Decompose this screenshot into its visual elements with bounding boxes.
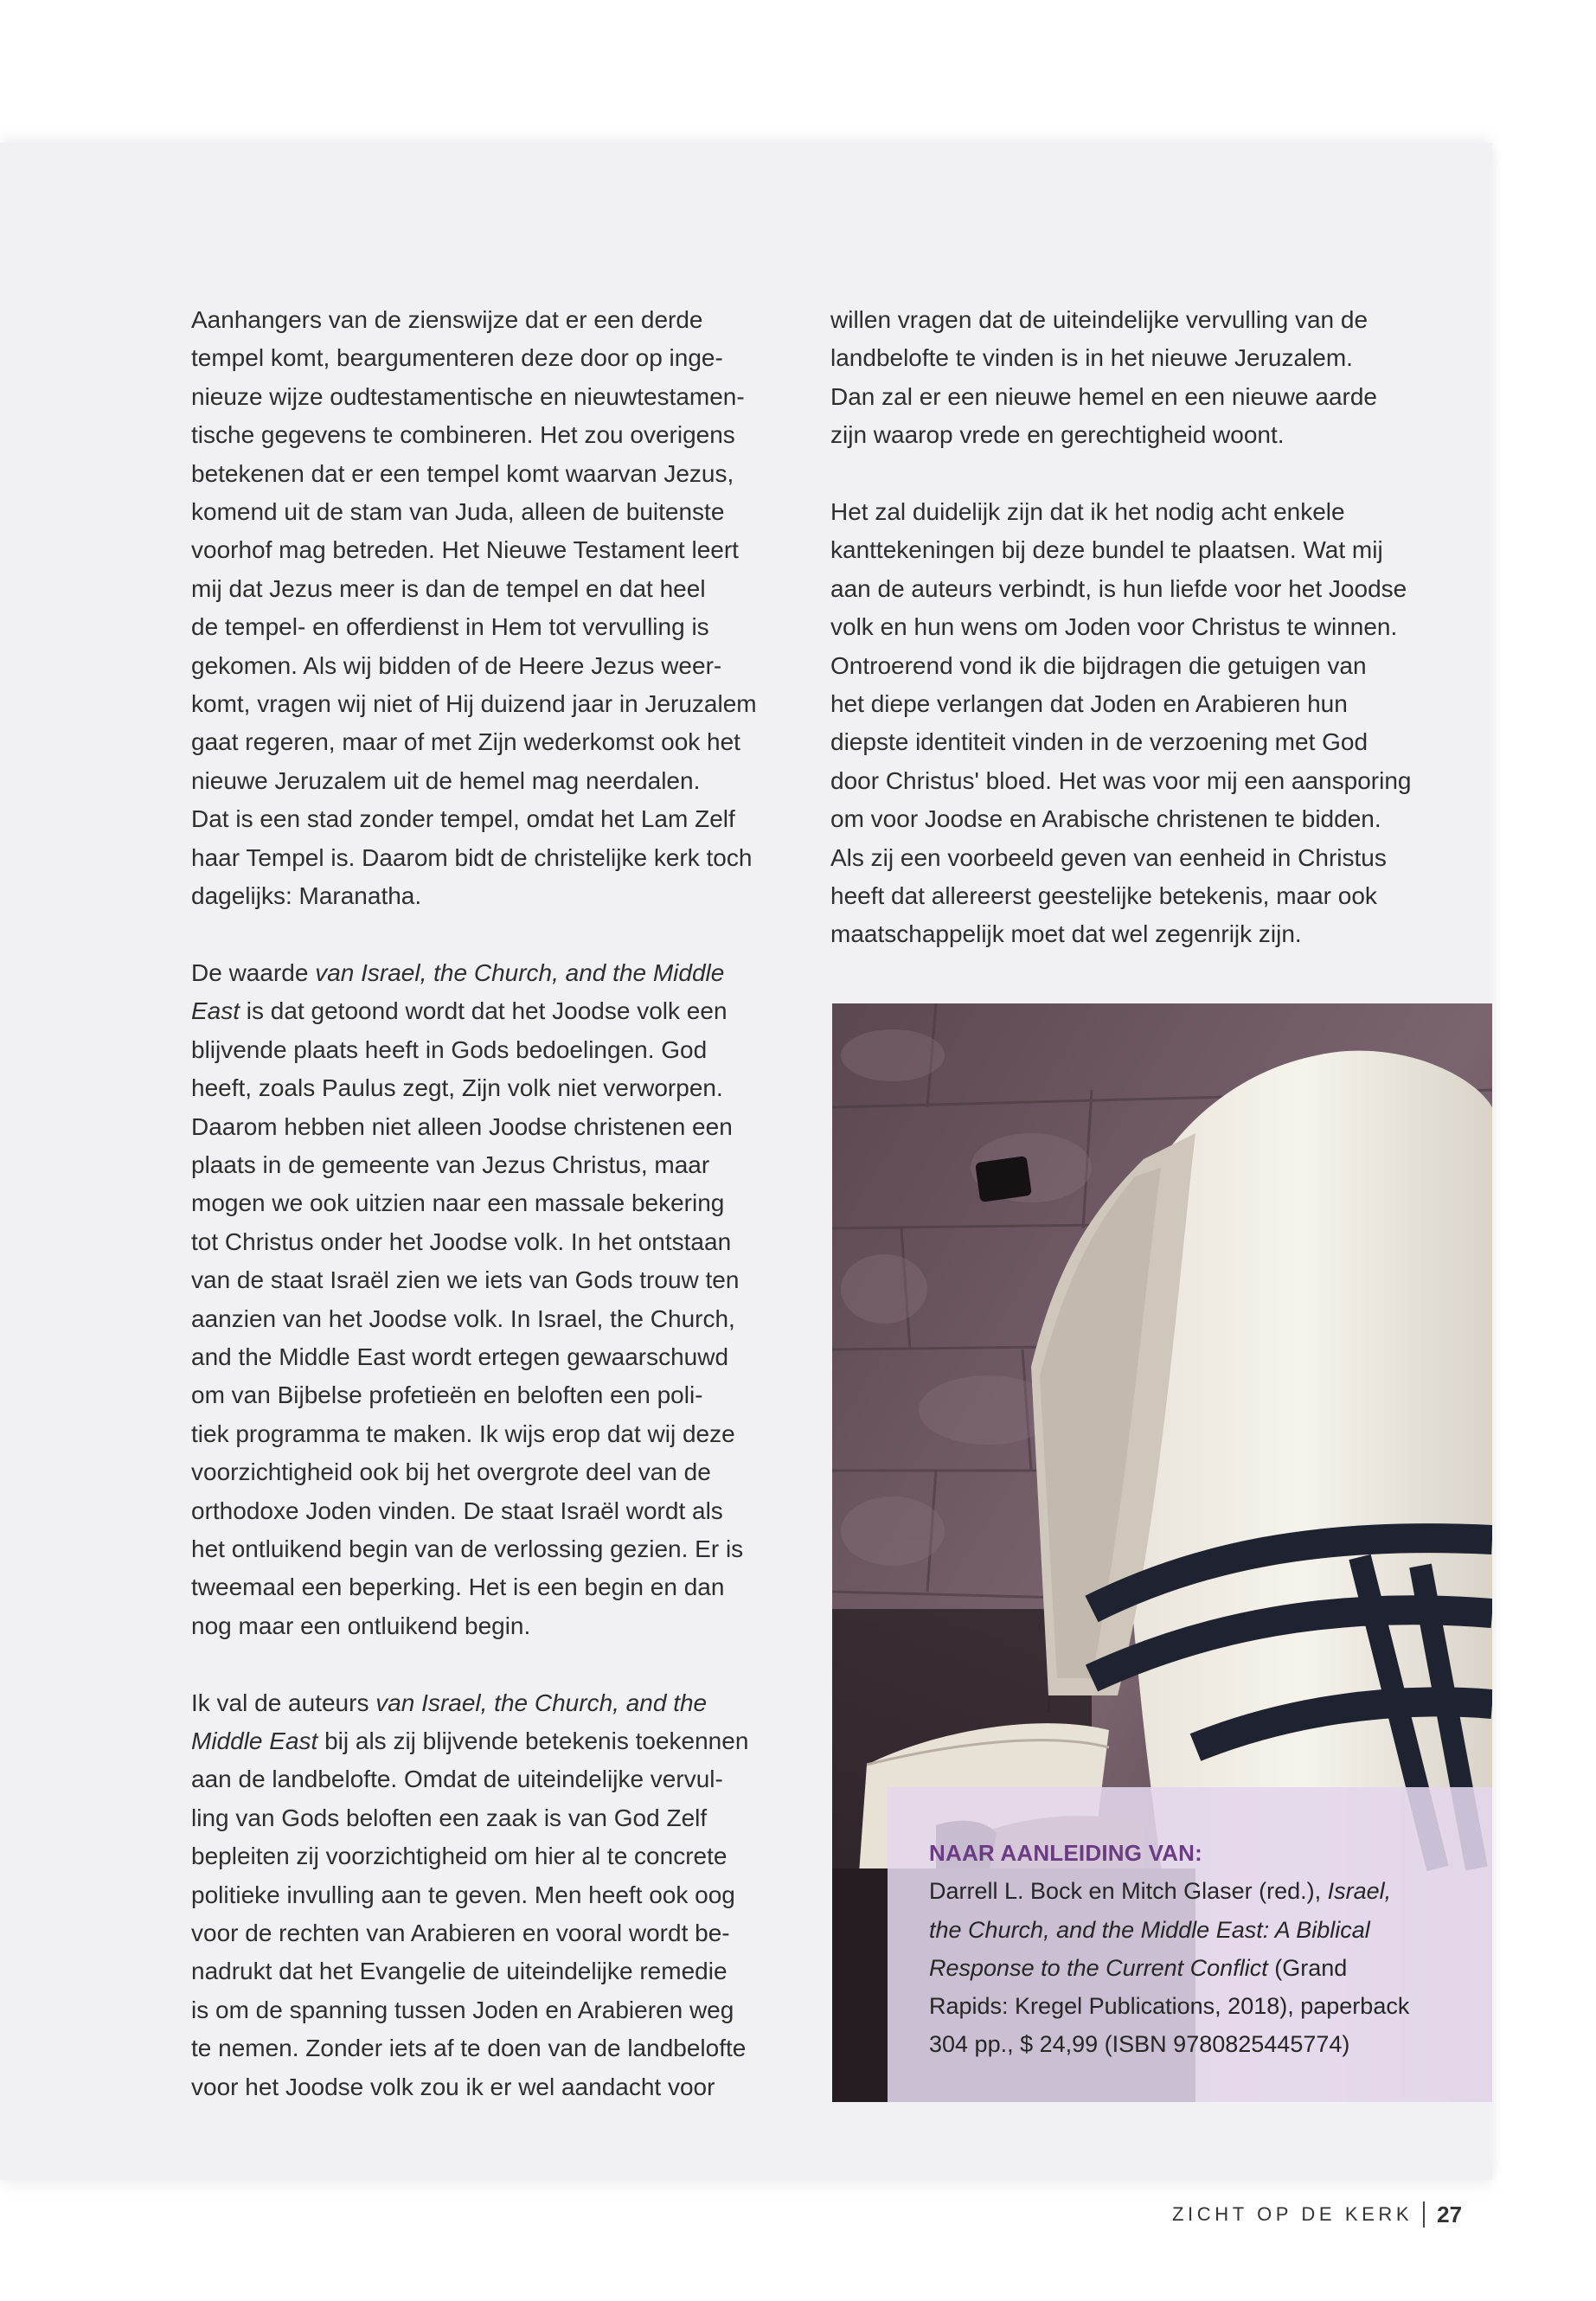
magazine-name: ZICHT OP DE KERK: [1172, 2203, 1413, 2225]
footer-divider: [1423, 2202, 1425, 2227]
left-paragraph-3: [191, 1684, 788, 2106]
left-paragraph-1: Aanhangers van de zienswijze dat er een derde tempel komt, beargumenteren deze door op inge- nieuze wijze oudtestamentische en nieuwtestamen- tische gegevens te combineren. Het zou overigens betekenen dat er een tempel komt waarvan Jezus, komend uit de stam van Juda, alleen de buitenste voorhof mag betreden. Het Nieuwe Testament leert mij dat Jezus meer is dan de tempel en dat heel de tempel- en offerdienst in Hem tot vervulling is gekomen. Als wij bidden of de Heere Jezus weer- komt, vragen wij niet of Hij duizend jaar in Jeruzalem gaat regeren, maar of met Zijn wederkomst ook het nieuwe Jeruzalem uit de hemel mag neerdalen. Dat is een stad zonder tempel, omdat het Lam Zelf haar Tempel is. Daarom bidt de christelijke kerk toch dagelijks: Maranatha.: [191, 306, 757, 910]
left-p3-start: Ik val de auteurs: [191, 1689, 376, 1716]
left-column: [191, 301, 788, 2106]
left-p2-start: De waarde: [191, 958, 316, 986]
book-info-heading: NAAR AANLEIDING VAN:: [929, 1840, 1202, 1866]
book-info-text: [929, 1834, 1465, 2064]
right-paragraph-1: willen vragen dat de uiteindelijke vervulling van de landbelofte te vinden is in het nieuwe Jeruzalem. Dan zal er een nieuwe hemel en een nieuwe aarde zijn waarop vrede en gerechtigheid woont.: [830, 306, 1377, 449]
left-p2-rest: is dat getoond wordt dat het Joodse volk een blijvende plaats heeft in Gods bedoelingen. God heeft, zoals Paulus zegt, Zijn volk niet verworpen. Daarom hebben niet alleen Joodse christenen een plaats in de gemeente van Jezus Christus, maar mogen we ook uitzien naar een massale bekering tot Christus onder het Joodse volk. In het ontstaan van de staat Israël zien we iets van Gods trouw ten aanzien van het Joodse volk. In Israel, the Church, and the Middle East wordt ertegen gewaarschuwd om van Bijbelse profetieën en beloften een poli- tiek programma te maken. Ik wijs erop dat wij deze voorzichtigheid ook bij het overgrote deel van de orthodoxe Joden vinden. De staat Israël wordt als het ontluikend begin van de verlossing gezien. Er is tweemaal een beperking. Het is een begin en dan nog maar een ontluikend begin.: [191, 997, 744, 1639]
book-details: (Grand Rapids: Kregel Publications, 2018), paperback 304 pp., $ 24,99 (ISBN 9780825445774): [929, 1954, 1410, 2058]
left-p3-rest: bij als zij blijvende betekenis toekennen aan de landbelofte. Omdat de uiteindelijke vervul- ling van Gods beloften een zaak is van God Zelf bepleiten zij voorzichtigheid om hier al te concrete politieke invulling aan te geven. Men heeft ook oog voor de rechten van Arabieren en vooral wordt be- nadrukt dat het Evangelie de uiteindelijke remedie is om de spanning tussen Joden en Arabieren weg te nemen. Zonder iets af te doen van de landbelofte voor het Joodse volk zou ik er wel aandacht voor: [191, 1727, 749, 2100]
right-column: [830, 301, 1453, 954]
book-authors: Darrell L. Bock en Mitch Glaser (red.),: [929, 1878, 1328, 1905]
book-info-body: [929, 1872, 1465, 2063]
right-paragraph-2: Het zal duidelijk zijn dat ik het nodig acht enkele kanttekeningen bij deze bundel te plaatsen. Wat mij aan de auteurs verbindt, is hun liefde voor het Joodse volk en hun wens om Joden voor Christus te winnen. Ontroerend vond ik die bijdragen die getuigen van het diepe verlangen dat Joden en Arabieren hun diepste identiteit vinden in de verzoening met God door Christus' bloed. Het was voor mij een aansporing om voor Joodse en Arabische christenen te bidden. Als zij een voorbeeld geven van eenheid in Christus heeft dat allereerst geestelijke betekenis, maar ook maatschappelijk moet dat wel zegenrijk zijn.: [830, 498, 1412, 948]
page-number: 27: [1437, 2201, 1463, 2227]
left-paragraph-2: [191, 954, 788, 1645]
page-footer: [1172, 2197, 1462, 2232]
book-title: Israel, the Church, and the Middle East: A Biblical Response to the Current Conflict: [929, 1878, 1392, 1981]
left-p3-book-title: van Israel, the Church, and the Middle East: [191, 1689, 708, 1754]
book-info-box: [888, 1787, 1492, 2102]
left-p2-book-title: van Israel, the Church, and the Middle East: [191, 958, 725, 1025]
